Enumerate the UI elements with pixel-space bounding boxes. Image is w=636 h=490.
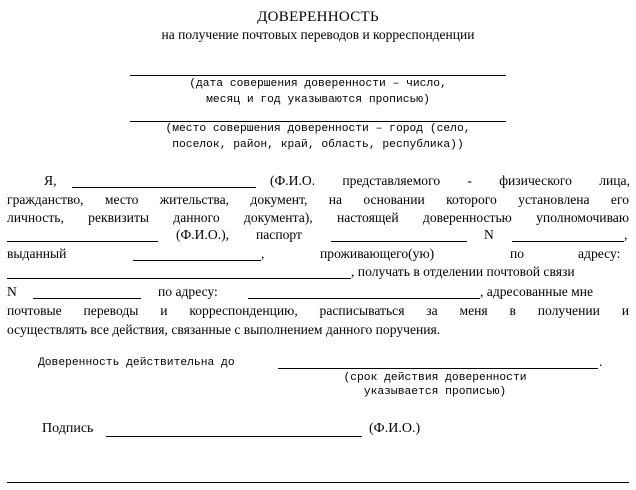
date-hint-1: (дата совершения доверенности – число, <box>189 78 447 90</box>
body-line7-end: , адресованные мне <box>480 284 594 299</box>
body-issued: выданный <box>7 246 67 261</box>
body-comma-2: , <box>261 246 265 261</box>
document-title: ДОВЕРЕННОСТЬ <box>257 9 379 25</box>
body-n-2: N <box>7 284 17 299</box>
passport-number-field[interactable] <box>512 241 624 242</box>
issued-by-field[interactable] <box>133 260 261 261</box>
body-residing: проживающего(ую) <box>320 246 435 261</box>
place-hint-2: поселок, район, край, область, республика)) <box>172 139 464 151</box>
validity-hint-2: указывается прописью) <box>363 386 507 398</box>
body-fio: (Ф.И.О.), <box>176 227 230 242</box>
body-address-label: адресу: <box>578 246 621 261</box>
post-office-address-field[interactable] <box>248 298 480 299</box>
body-po-address: по адресу: <box>158 284 218 299</box>
body-line3: личность, реквизиты данного документа), настоящей доверенностью уполномочиваю <box>7 210 629 225</box>
body-comma-1: , <box>624 227 628 242</box>
place-hint-1: (место совершения доверенности – город (село, <box>165 123 471 135</box>
body-passport: паспорт <box>256 227 302 242</box>
body-n-1: N <box>484 227 494 242</box>
date-hint-2: месяц и год указываются прописью) <box>206 94 430 106</box>
place-field-line[interactable] <box>130 121 506 122</box>
signature-label: Подпись <box>42 421 94 436</box>
body-line9: осуществлять все действия, связанные с выполнением данного поручения. <box>7 322 441 337</box>
body-line1-end: (Ф.И.О. представляемого - физического лица, <box>270 173 630 188</box>
body-line6-end: , получать в отделении почтовой связи <box>351 264 575 279</box>
passport-series-field[interactable] <box>331 241 467 242</box>
validity-dot: . <box>599 354 603 369</box>
bottom-rule <box>7 482 629 483</box>
validity-hint-1: (срок действия доверенности <box>343 372 527 384</box>
signature-field[interactable] <box>106 436 362 437</box>
date-field-line[interactable] <box>130 75 506 76</box>
body-line8: почтовые переводы и корреспонденцию, расписываться за меня в получении и <box>7 303 629 318</box>
principal-name-field[interactable] <box>72 187 256 188</box>
signature-fio: (Ф.И.О.) <box>369 421 421 436</box>
document-subtitle: на получение почтовых переводов и корреспонденции <box>161 27 475 42</box>
body-line2: гражданство, место жительства, документ, на основании которого установлена его <box>7 192 629 207</box>
validity-label: Доверенность действительна до <box>38 357 235 369</box>
post-office-number-field[interactable] <box>33 298 141 299</box>
body-po: по <box>510 246 525 261</box>
representative-name-field[interactable] <box>7 241 158 242</box>
validity-date-field[interactable] <box>278 368 598 369</box>
residence-address-field[interactable] <box>7 278 351 279</box>
body-ya: Я, <box>44 173 57 188</box>
